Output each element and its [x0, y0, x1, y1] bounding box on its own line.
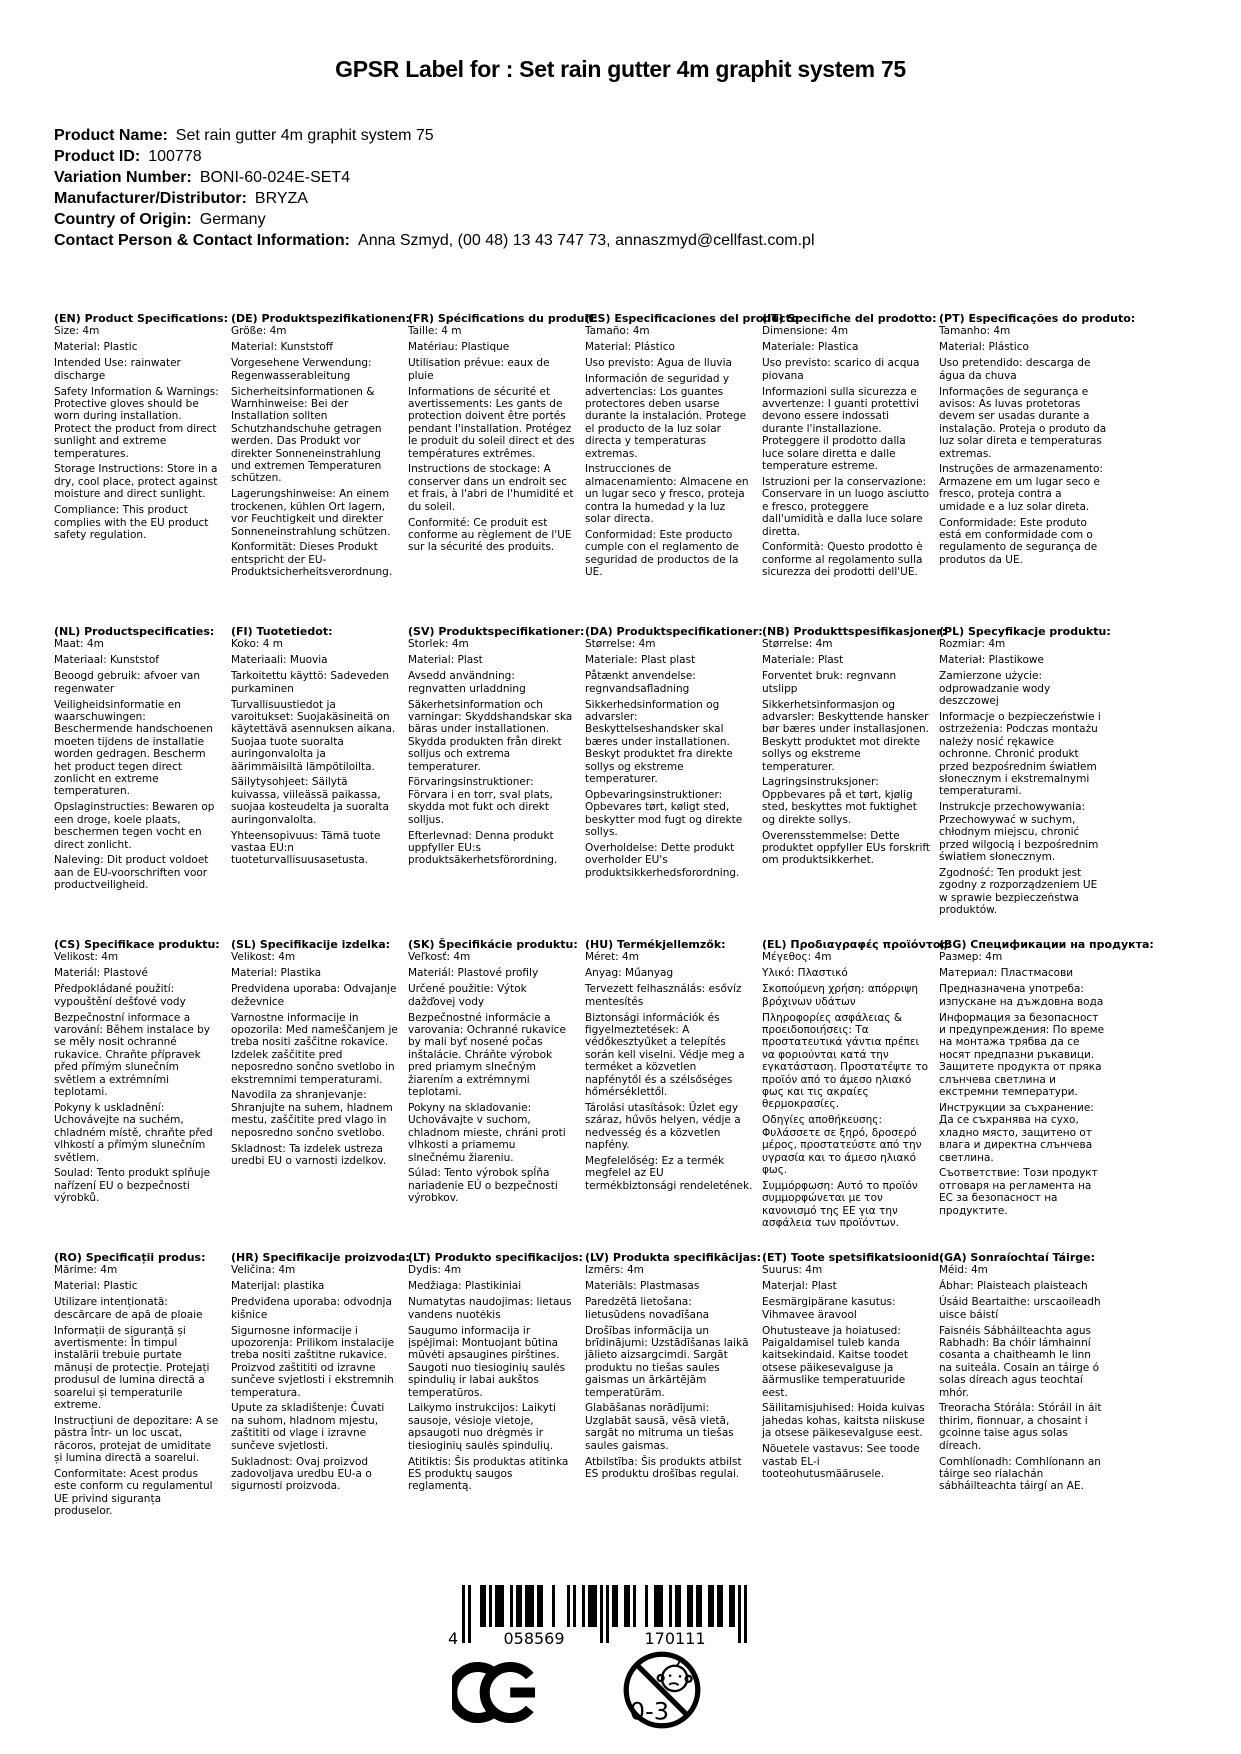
spec-block-heading: (DA) Produktspecifikationer:: [585, 625, 763, 638]
spec-grid: [54, 312, 1154, 1565]
spec-paragraph: Anyag: Műanyag: [585, 967, 674, 980]
product-field: [54, 125, 815, 146]
spec-paragraph: Ábhar: Plaisteach plaisteach: [939, 1280, 1088, 1293]
spec-paragraph: Informații de siguranță și avertismente: În timpul instalării trebuie purtate mănuși de protecție. Protejați produsul de lumina directă a soarelui și temperaturile extreme.: [54, 1324, 210, 1411]
product-field: [54, 188, 815, 209]
spec-block-da: [585, 625, 763, 939]
spec-paragraph: Naleving: Dit product voldoet aan de EU-voorschriften voor productveiligheid.: [54, 854, 209, 892]
spec-block-heading: (GA) Sonraíochtaí Táirge:: [939, 1251, 1095, 1264]
spec-paragraph: Veličina: 4m: [231, 1264, 296, 1277]
spec-paragraph: Comhlíonadh: Comhlíonann an táirge seo rialachán sábháilteachta táirgí an AE.: [939, 1455, 1101, 1493]
spec-block-heading: (HU) Termékjellemzők:: [585, 938, 726, 951]
product-field-value: Anna Szmyd, (00 48) 13 43 747 73, annaszmyd@cellfast.com.pl: [358, 232, 815, 249]
spec-paragraph: Uso previsto: scarico di acqua piovana: [762, 357, 920, 382]
spec-paragraph: Utilisation prévue: eaux de pluie: [408, 357, 550, 382]
spec-paragraph: Conformitate: Acest produs este conform cu regulamentul UE privind siguranța produselor.: [54, 1468, 213, 1518]
spec-paragraph: Maat: 4m: [54, 638, 104, 651]
spec-paragraph: Materiál: Plastové profily: [408, 967, 539, 980]
spec-paragraph: Material: Plastika: [231, 967, 322, 980]
spec-block-heading: (PL) Specyfikacje produktu:: [939, 625, 1111, 638]
spec-paragraph: Varnostne informacije in opozorila: Med nameščanjem je treba nositi zaščitne rokavice. Izdelek zaščitite pred neposredno sončno svetlobo in ekstremnimi temperaturami.: [231, 1011, 398, 1086]
spec-paragraph: Bezpečnostní informace a varování: Během instalace by se měly nosit ochranné rukavice. Chraňte přípravek před přímým slunečním světlem a extrémními teplotami.: [54, 1011, 210, 1098]
spec-paragraph: Säilitamisjuhised: Hoida kuivas jahedas kohas, kaitsta niiskuse ja otsese päikesevalguse eest.: [762, 1402, 925, 1440]
spec-paragraph: Storage Instructions: Store in a dry, cool place, protect against moisture and direct sunlight.: [54, 463, 218, 501]
spec-paragraph: Tarkoitettu käyttö: Sadeveden purkaminen: [231, 670, 390, 695]
spec-paragraph: Materiale: Plastica: [762, 341, 859, 354]
spec-paragraph: Overensstemmelse: Dette produktet oppfyller EUs forskrift om produktsikkerhet.: [762, 829, 931, 867]
spec-block-sk: [408, 939, 576, 1252]
spec-paragraph: Paredzētā lietošana: lietusūdens novadīšana: [585, 1296, 710, 1321]
spec-paragraph: Instruções de armazenamento: Armazene em um lugar seco e fresco, proteja contra a umidade e a luz solar direta.: [939, 463, 1103, 513]
spec-block-ga: [939, 1252, 1107, 1565]
spec-paragraph: Predvidena uporaba: Odvajanje deževnice: [231, 983, 397, 1008]
spec-block-heading: (BG) Спецификации на продукта:: [939, 938, 1154, 951]
spec-paragraph: Säilytysohjeet: Säilytä kuivassa, viileässä paikassa, suojaa kosteudelta ja suoralta auringonvalolta.: [231, 776, 389, 826]
spec-block-it: [762, 312, 937, 626]
spec-paragraph: Materiaali: Muovia: [231, 654, 328, 667]
spec-paragraph: Pokyny na skladovanie: Uchovávajte v suchom, chladnom mieste, chráni proti vlhkosti a priamemu slnečnému žiareniu.: [408, 1101, 566, 1164]
spec-block-heading: (ET) Toote spetsifikatsioonid:: [762, 1251, 944, 1264]
spec-block-sl: [231, 939, 399, 1252]
spec-paragraph: Material: Kunststoff: [231, 341, 334, 354]
spec-paragraph: Materiał: Plastikowe: [939, 654, 1044, 667]
spec-paragraph: Sikkerhedsinformation og advarsler: Beskyttelseshandsker skal bæres under installationen. Beskyt produktet fra direkte sollys og ekstreme temperaturer.: [585, 698, 733, 785]
spec-paragraph: Zamierzone użycie: odprowadzanie wody deszczowej: [939, 670, 1051, 708]
page-title: GPSR Label for : Set rain gutter 4m graphit system 75: [335, 56, 906, 82]
spec-block-heading: (DE) Produktspezifikationen:: [231, 312, 410, 325]
spec-paragraph: Sikkerhetsinformasjon og advarsler: Beskyttende hansker bør bæres under installasjonen. Beskytt produktet mot direkte sollys og ekstreme temperaturer.: [762, 698, 929, 773]
spec-block-heading: (CS) Specifikace produktu:: [54, 938, 220, 951]
spec-block-hu: [585, 939, 753, 1252]
spec-block-heading: (NL) Productspecificaties:: [54, 625, 215, 638]
spec-paragraph: Úsáid Beartaithe: urscaoileadh uisce báistí: [939, 1296, 1101, 1321]
spec-paragraph: Navodila za shranjevanje: Shranjujte na suhem, hladnem mestu, zaščitite pred vlago in neposredno sončno svetlobo.: [231, 1089, 393, 1139]
barcode-right-digits: 170111: [644, 1629, 706, 1647]
spec-paragraph: Skladnost: Ta izdelek ustreza uredbi EU o varnosti izdelkov.: [231, 1142, 387, 1167]
spec-paragraph: Sicherheitsinformationen & Warnhinweise: Bei der Installation sollten Schutzhandschuhe getragen werden. Das Produkt vor direkter Sonneneinstrahlung und extremen Temperaturen schützen.: [231, 385, 382, 485]
spec-paragraph: Intended Use: rainwater discharge: [54, 357, 181, 382]
ce-mark: [452, 1661, 536, 1728]
spec-block-heading: (FI) Tuotetiedot:: [231, 625, 333, 638]
spec-paragraph: Material: Plastic: [54, 1280, 138, 1293]
spec-paragraph: Nõuetele vastavus: See toode vastab EL-i tooteohutusmäärusele.: [762, 1443, 920, 1480]
spec-paragraph: Sigurnosne informacije i upozorenja: Prilikom instalacije treba nositi zaštitne rukavice. Proizvod zaštititi od izravne sunčeve svjetlosti i ekstremnih temperatura.: [231, 1324, 395, 1399]
barcode-left-digits: 058569: [503, 1629, 565, 1647]
spec-block-bg: [939, 938, 1154, 1252]
spec-paragraph: Zgodność: Ten produkt jest zgodny z rozporządzeniem UE w sprawie bezpieczeństwa produktów.: [939, 866, 1098, 917]
spec-paragraph: Materiál: Plastové: [54, 967, 148, 980]
spec-paragraph: Izmērs: 4m: [585, 1264, 644, 1277]
spec-paragraph: Инструкции за съхранение: Да се съхранява на сухо, хладно място, защитено от влага и директна слънчева светлина.: [939, 1101, 1094, 1164]
spec-paragraph: Материал: Пластмасови: [939, 967, 1074, 980]
spec-paragraph: Tamaño: 4m: [585, 325, 650, 338]
spec-paragraph: Materiaal: Kunststof: [54, 654, 159, 667]
spec-block-heading: (FR) Spécifications du produit:: [408, 312, 598, 325]
spec-paragraph: Overholdelse: Dette produkt overholder EU's produktsikkerhedsforordning.: [585, 842, 740, 879]
spec-paragraph: Safety Information & Warnings: Protective gloves should be worn during installation. Protect the product from direct sunlight and extreme temperatures.: [54, 385, 219, 460]
spec-paragraph: Størrelse: 4m: [585, 638, 656, 651]
spec-paragraph: Yhteensopivuus: Tämä tuote vastaa EU:n tuoteturvallisuusasetusta.: [231, 829, 381, 867]
spec-paragraph: Размер: 4m: [939, 951, 1003, 964]
spec-paragraph: Utilizare intenționată: descărcare de apă de ploaie: [54, 1296, 203, 1321]
spec-paragraph: Atitiktis: Šis produktas atitinka ES produktų saugos reglamentą.: [408, 1455, 569, 1493]
spec-paragraph: Atbilstība: Šis produkts atbilst ES produktu drošības regulai.: [585, 1455, 742, 1480]
spec-block-heading: (EL) Προδιαγραφές προϊόντος:: [762, 938, 952, 951]
spec-paragraph: Bezpečnostné informácie a varovania: Ochranné rukavice by mali byť nosené počas inštalácie. Chráňte výrobok pred priamym slnečným žiarením a extrémnymi teplotami.: [408, 1011, 566, 1098]
product-field-value: Germany: [199, 211, 266, 228]
spec-paragraph: Materjal: Plast: [762, 1280, 837, 1293]
spec-paragraph: Veiligheidsinformatie en waarschuwingen: Beschermende handschoenen moeten tijdens de installatie worden gedragen. Bescherm het product tegen direct zonlicht en extreme temperaturen.: [54, 698, 213, 798]
spec-block-heading: (LT) Produkto specifikacijos:: [408, 1251, 583, 1264]
spec-paragraph: Megfelelőség: Ez a termék megfelel az EU termékbiztonsági rendeletének.: [585, 1155, 753, 1192]
spec-block-el: [762, 938, 952, 1252]
spec-paragraph: Dydis: 4m: [408, 1264, 462, 1277]
spec-paragraph: Konformität: Dieses Produkt entspricht der EU-Produktsicherheitsverordnung.: [231, 541, 393, 579]
spec-block-es: [585, 312, 803, 626]
spec-paragraph: Istruzioni per la conservazione: Conservare in un luogo asciutto e fresco, proteggere dall'umidità e dalla luce solare diretta.: [762, 475, 930, 538]
spec-paragraph: Информация за безопасност и предупреждения: По време на монтажа трябва да се носят предпазни ръкавици. Защитете продукта от пряка слънчева светлина и екстремни температури.: [939, 1011, 1105, 1098]
spec-block-de: [231, 312, 410, 626]
spec-block-en: [54, 312, 228, 626]
spec-paragraph: Sukladnost: Ovaj proizvod zadovoljava uredbu EU-a o sigurnosti proizvoda.: [231, 1455, 372, 1493]
spec-paragraph: Informacje o bezpieczeństwie i ostrzeżenia: Podczas montażu należy nosić rękawice ochronne. Chronić produkt przed bezpośrednim światłem słonecznym i ekstremalnymi temperaturami.: [939, 710, 1101, 798]
spec-block-heading: (SV) Produktspecifikationer:: [408, 625, 585, 638]
spec-paragraph: Soulad: Tento produkt splňuje nařízení EU o bezpečnosti výrobků.: [54, 1167, 211, 1205]
spec-paragraph: Uso pretendido: descarga de água da chuva: [939, 357, 1091, 382]
spec-paragraph: Materiale: Plast plast: [585, 654, 696, 667]
spec-paragraph: Opslaginstructies: Bewaren op een droge, koele plaats, beschermen tegen vocht en direct zonlicht.: [54, 801, 215, 851]
spec-block-sv: [408, 625, 585, 939]
spec-block-heading: (PT) Especificações do produto:: [939, 312, 1136, 325]
spec-paragraph: Drošības informācija un brīdinājumi: Uzstādīšanas laikā jālieto aizsargcimdi. Sargāt produktu no tiešas saules gaismas un ārkārtējām temperatūrām.: [585, 1324, 749, 1399]
spec-block-fr: [408, 312, 598, 626]
spec-paragraph: Material: Plástico: [939, 341, 1029, 354]
spec-paragraph: Méret: 4m: [585, 951, 639, 964]
spec-paragraph: Tárolási utasítások: Űzlet egy száraz, hűvös helyen, védje a nedvesség és a közvetlen napfény.: [585, 1101, 741, 1152]
spec-block-nl: [54, 626, 222, 939]
spec-block-lv: [585, 1251, 761, 1565]
spec-paragraph: Størrelse: 4m: [762, 638, 833, 651]
product-field-label: Product ID:: [54, 148, 141, 165]
product-field-value: 100778: [148, 148, 202, 165]
spec-paragraph: Beoogd gebruik: afvoer van regenwater: [54, 670, 201, 695]
spec-paragraph: Πληροφορίες ασφάλειας & προειδοποιήσεις: Τα προστατευτικά γάντια πρέπει να φοριούνται κατά την εγκατάσταση. Προστατέψτε το προϊόν από το άμεσο ηλιακό φως και τις ακραίες θερμοκρασίες.: [762, 1011, 929, 1111]
spec-block-heading: (ES) Especificaciones del producto:: [585, 312, 803, 325]
spec-paragraph: Größe: 4m: [231, 325, 287, 338]
spec-paragraph: Instrucciones de almacenamiento: Almacene en un lugar seco y fresco, proteja contra la humedad y la luz solar directa.: [585, 463, 749, 526]
spec-paragraph: Vorgesehene Verwendung: Regenwasserableitung: [231, 357, 372, 382]
spec-paragraph: Συμμόρφωση: Αυτό το προϊόν συμμορφώνεται με τον κανονισμό της ΕΕ για την ασφάλεια των προϊόντων.: [762, 1179, 918, 1230]
spec-block-ro: [54, 1252, 222, 1565]
spec-paragraph: Efterlevnad: Denna produkt uppfyller EU:s produktsäkerhetsförordning.: [408, 829, 558, 867]
spec-paragraph: Lagringsinstruksjoner: Oppbevares på et tørt, kjølig sted, beskyttes mot fuktighet og direkte sollys.: [762, 776, 917, 826]
barcode: [440, 1585, 747, 1651]
spec-paragraph: Materijal: plastika: [231, 1280, 325, 1293]
spec-paragraph: Съответствие: Този продукт отговаря на регламента на ЕС за безопасност на продуктите.: [939, 1167, 1098, 1217]
spec-paragraph: Faisnéis Sábháilteachta agus Rabhadh: Ba chóir lámhainní cosanta a chaitheamh le linn na suiteála. Cosain an táirge ó solas díreach agus teochtaí mhór.: [939, 1324, 1099, 1399]
spec-paragraph: Dimensione: 4m: [762, 325, 849, 338]
product-field: [54, 146, 815, 167]
spec-paragraph: Rozmiar: 4m: [939, 638, 1006, 651]
product-field: [54, 209, 815, 230]
spec-paragraph: Forventet bruk: regnvann utslipp: [762, 670, 897, 695]
spec-block-heading: (NB) Produkttspesifikasjoner:: [762, 625, 947, 638]
spec-block-nb: [762, 625, 947, 939]
spec-paragraph: Informações de segurança e avisos: As luvas protetoras devem ser usadas durante a instalação. Proteja o produto da luz solar direta e temperaturas extremas.: [939, 385, 1107, 460]
spec-paragraph: Súlad: Tento výrobok spĺňa nariadenie EÚ o bezpečnosti výrobkov.: [408, 1167, 558, 1205]
barcode-lead-digit: 4: [448, 1629, 459, 1647]
product-field-value: Set rain gutter 4m graphit system 75: [175, 127, 434, 144]
spec-paragraph: Méid: 4m: [939, 1264, 988, 1277]
spec-block-hr: [231, 1251, 410, 1565]
spec-paragraph: Avsedd användning: regnvatten urladdning: [408, 670, 526, 695]
product-field-value: BONI-60-024E-SET4: [199, 169, 351, 186]
spec-paragraph: Veľkosť: 4m: [408, 951, 471, 964]
spec-paragraph: Σκοπούμενη χρήση: απόρριψη βρόχινων υδάτων: [762, 983, 918, 1008]
spec-block-heading: (SL) Specifikacije izdelka:: [231, 938, 391, 951]
product-field-label: Product Name:: [54, 127, 168, 144]
spec-paragraph: Uso previsto: Agua de lluvia: [585, 357, 732, 370]
spec-paragraph: Påtænkt anvendelse: regnvandsafladning: [585, 670, 696, 695]
spec-paragraph: Lagerungshinweise: An einem trockenen, kühlen Ort lagern, vor Feuchtigkeit und direkter Sonneneinstrahlung schützen.: [231, 488, 391, 538]
spec-paragraph: Conformidad: Este producto cumple con el reglamento de seguridad de productos de la UE.: [585, 529, 739, 579]
spec-paragraph: Numatytas naudojimas: lietaus vandens nuotėkis: [408, 1296, 572, 1321]
spec-paragraph: Compliance: This product complies with the EU product safety regulation.: [54, 504, 209, 541]
spec-paragraph: Conformité: Ce produit est conforme au règlement de l'UE sur la sécurité des produits.: [408, 516, 572, 554]
product-field-label: Variation Number:: [54, 169, 192, 186]
spec-block-heading: (HR) Specifikacije proizvoda:: [231, 1251, 410, 1264]
spec-paragraph: Tamanho: 4m: [939, 325, 1011, 338]
spec-paragraph: Material: Plástico: [585, 341, 675, 354]
spec-paragraph: Ohutusteave ja hoiatused: Paigaldamisel tuleb kanda kaitsekindaid. Kaitse toodet otsese päikesevalguse ja äärmuslike temperatuuride eest.: [762, 1324, 908, 1399]
spec-paragraph: Materiāls: Plastmasas: [585, 1280, 700, 1293]
spec-paragraph: Saugumo informacija ir įspėjimai: Montuojant būtina mūvėti apsaugines pirštines. Saugoti nuo tiesioginių saulės spindulių ir labai aukštos temperatūros.: [408, 1324, 566, 1399]
spec-paragraph: Informations de sécurité et avertissements: Les gants de protection doivent être portés pendant l'installation. Protégez le produit du soleil direct et des températures extrêmes.: [408, 385, 575, 460]
spec-block-heading: (IT) Specifiche del prodotto:: [762, 312, 937, 325]
product-field-label: Manufacturer/Distributor:: [54, 190, 247, 207]
spec-paragraph: Taille: 4 m: [408, 325, 462, 338]
spec-block-heading: (LV) Produkta specifikācijas:: [585, 1251, 761, 1264]
spec-paragraph: Instructions de stockage: A conserver dans un endroit sec et frais, à l'abri de l'humidité et du soleil.: [408, 463, 574, 513]
spec-paragraph: Pokyny k uskladnění: Uchovávejte na suchém, chladném místě, chraňte před vlhkostí a přímým slunečním světlem.: [54, 1101, 213, 1164]
spec-paragraph: Tervezett felhasználás: esővíz mentesítés: [585, 983, 742, 1008]
ean13-barcode-icon: [440, 1585, 747, 1647]
spec-paragraph: Treoracha Stórála: Stóráil in áit thirim, fionnuar, a chosaint i gcoinne taise agus solas díreach.: [939, 1402, 1102, 1452]
spec-paragraph: Laikymo instrukcijos: Laikyti sausoje, vėsioje vietoje, apsaugoti nuo drėgmės ir tiesioginių saulės spindulių.: [408, 1402, 556, 1452]
spec-paragraph: Turvallisuustiedot ja varoitukset: Suojakäsineitä on käytettävä asennuksen aikana. Suojaa tuote suoralta auringonvalolta ja äärimmäisiltä lämpötiloilta.: [231, 698, 396, 773]
spec-paragraph: Storlek: 4m: [408, 638, 469, 651]
spec-paragraph: Οδηγίες αποθήκευσης: Φυλάσσετε σε ξηρό, δροσερό μέρος, προστατεύστε από την υγρασία και το άμεσο ηλιακό φως.: [762, 1114, 922, 1176]
spec-paragraph: Materiale: Plast: [762, 654, 844, 667]
product-field: [54, 167, 815, 188]
spec-block-heading: (SK) Špecifikácie produktu:: [408, 938, 578, 951]
product-info: [54, 125, 815, 251]
spec-paragraph: Suurus: 4m: [762, 1264, 823, 1277]
spec-paragraph: Υλικό: Πλαστικό: [762, 967, 848, 980]
spec-paragraph: Предназначена употреба: изпускане на дъждовна вода: [939, 983, 1104, 1008]
spec-paragraph: Koko: 4 m: [231, 638, 284, 651]
spec-paragraph: Säkerhetsinformation och varningar: Skyddshandskar ska bäras under installationen. Skydda produkten från direkt solljus och extrema temperaturer.: [408, 698, 573, 773]
spec-paragraph: Informazioni sulla sicurezza e avvertenze: I guanti protettivi devono essere indossati durante l'installazione. Proteggere il prodotto dalla luce solare diretta e dalle temperature estreme.: [762, 385, 919, 472]
spec-paragraph: Matériau: Plastique: [408, 341, 510, 354]
product-field-label: Contact Person & Contact Information:: [54, 232, 351, 249]
spec-paragraph: Velikost: 4m: [54, 951, 119, 964]
spec-paragraph: Biztonsági információk és figyelmeztetések: A védőkesztyűket a telepítés során kell viselni. Védje meg a terméket a közvetlen napfénytől és a szélsőséges hőmérséklettől.: [585, 1011, 745, 1098]
product-field: [54, 230, 815, 251]
spec-paragraph: Size: 4m: [54, 325, 100, 338]
spec-paragraph: Upute za skladištenje: Čuvati na suhom, hladnom mjestu, zaštititi od vlage i izravne sunčeve svjetlosti.: [231, 1402, 385, 1452]
no-children-0-3-icon: [622, 1650, 702, 1730]
spec-paragraph: Conformidade: Este produto está em conformidade com o regulamento de segurança de produtos da UE.: [939, 516, 1098, 566]
spec-block-heading: (EN) Product Specifications:: [54, 312, 228, 325]
spec-paragraph: Opbevaringsinstruktioner: Opbevares tørt, køligt sted, beskytter mod fugt og direkte sollys.: [585, 788, 743, 839]
spec-paragraph: Glabāšanas norādījumi: Uzglabāt sausā, vēsā vietā, sargāt no mitruma un tiešas saules gaismas.: [585, 1402, 734, 1452]
spec-block-et: [762, 1251, 944, 1565]
spec-block-pl: [939, 625, 1111, 939]
age-warning-label: 0-3: [629, 1697, 670, 1726]
spec-paragraph: Predviđena uporaba: odvodnja kišnice: [231, 1296, 392, 1321]
product-field-label: Country of Origin:: [54, 211, 192, 228]
spec-paragraph: Medžiaga: Plastikiniai: [408, 1280, 522, 1293]
spec-paragraph: Velikost: 4m: [231, 951, 296, 964]
spec-paragraph: Eesmärgipärane kasutus: Vihmavee äravool: [762, 1296, 896, 1321]
spec-block-pt: [939, 312, 1136, 626]
spec-block-fi: [231, 626, 399, 939]
spec-paragraph: Material: Plastic: [54, 341, 138, 354]
spec-block-lt: [408, 1251, 583, 1565]
ce-mark-icon: [452, 1661, 536, 1724]
spec-paragraph: Předpokládané použití: vypouštění dešťové vody: [54, 983, 186, 1008]
spec-paragraph: Material: Plast: [408, 654, 483, 667]
spec-paragraph: Förvaringsinstruktioner: Förvara i en torr, sval plats, skydda mot fukt och direkt solljus.: [408, 776, 553, 826]
spec-paragraph: Información de seguridad y advertencias: Los guantes protectores deben usarse durante la instalación. Protege el producto de la luz solar directa y temperaturas extremas.: [585, 373, 747, 460]
spec-block-heading: (RO) Specificații produs:: [54, 1251, 206, 1264]
spec-paragraph: Μέγεθος: 4m: [762, 951, 832, 964]
spec-block-cs: [54, 939, 222, 1252]
spec-paragraph: Mărime: 4m: [54, 1264, 118, 1277]
age-warning-mark: [622, 1650, 702, 1734]
spec-paragraph: Určené použitie: Výtok dažďovej vody: [408, 983, 527, 1008]
product-field-value: BRYZA: [254, 190, 308, 207]
spec-paragraph: Instrukcje przechowywania: Przechowywać w suchym, chłodnym miejscu, chronić przed wilgocią i bezpośrednim światłem słonecznym.: [939, 801, 1099, 863]
spec-paragraph: Conformità: Questo prodotto è conforme al regolamento sulla sicurezza dei prodotti dell'UE.: [762, 541, 923, 579]
spec-paragraph: Instrucțiuni de depozitare: A se păstra într- un loc uscat, răcoros, protejat de umiditate și lumina directă a soarelui.: [54, 1414, 219, 1465]
